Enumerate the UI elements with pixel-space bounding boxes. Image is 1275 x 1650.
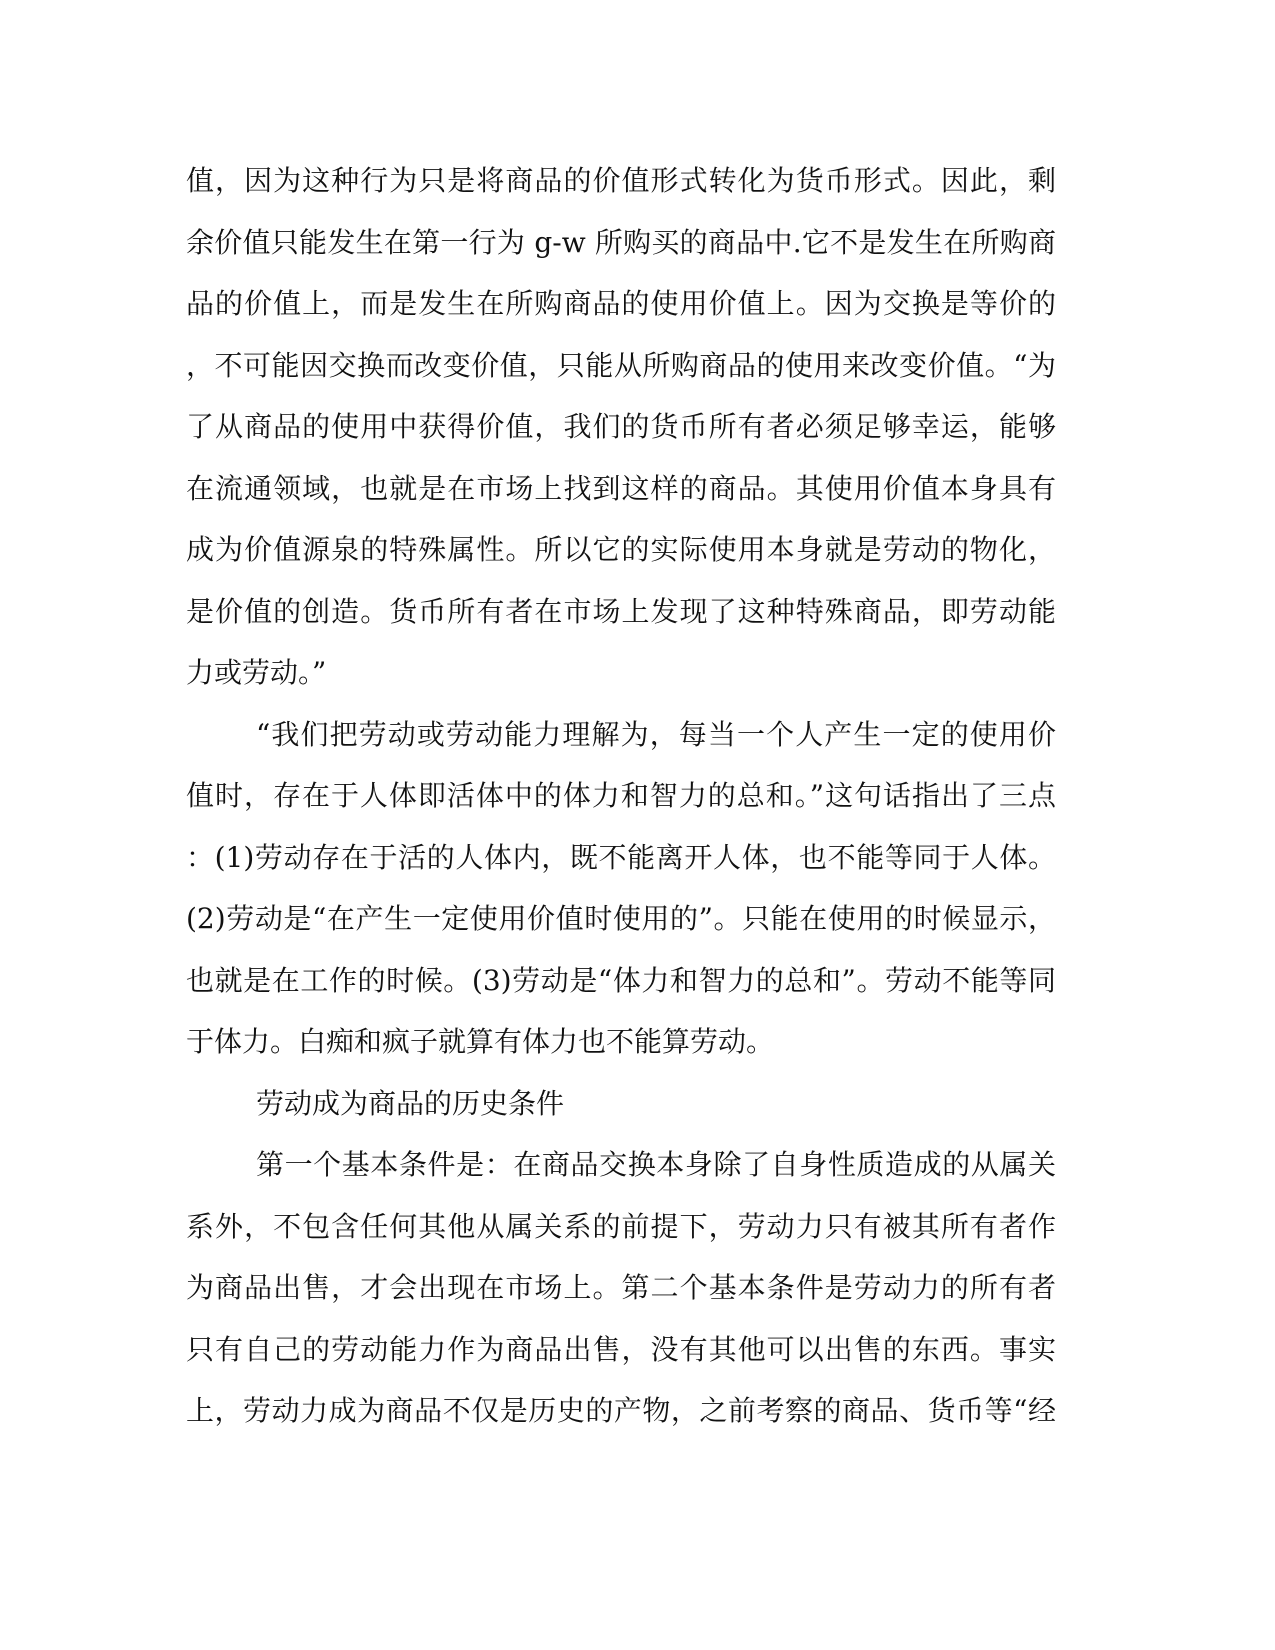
- text-line: 于体力。白痴和疯子就算有体力也不能算劳动。: [186, 1025, 775, 1058]
- text-line: 上，劳动力成为商品不仅是历史的产物，之前考察的商品、货币等“经: [186, 1394, 1056, 1427]
- text-line: 只有自己的劳动能力作为商品出售，没有其他可以出售的东西。事实: [186, 1332, 1056, 1366]
- text-line: 是价值的创造。货币所有者在市场上发现了这种特殊商品，即劳动能: [186, 594, 1056, 628]
- text-line: 成为价值源泉的特殊属性。所以它的实际使用本身就是劳动的物化，: [186, 533, 1056, 566]
- section-heading: 劳动成为商品的历史条件: [256, 1086, 565, 1120]
- text-line: 品的价值上，而是发生在所购商品的使用价值上。因为交换是等价的: [186, 287, 1056, 320]
- text-line: 了从商品的使用中获得价值，我们的货币所有者必须足够幸运，能够: [186, 410, 1056, 443]
- text-line: (2)劳动是“在产生一定使用价值时使用的”。只能在使用的时候显示，: [186, 902, 1056, 935]
- text-line: ：(1)劳动存在于活的人体内，既不能离开人体，也不能等同于人体。: [186, 840, 1056, 874]
- text-line: 值，因为这种行为只是将商品的价值形式转化为货币形式。因此，剩: [186, 164, 1056, 197]
- text-line: ，不可能因交换而改变价值，只能从所购商品的使用来改变价值。“为: [186, 348, 1056, 382]
- text-line: 余价值只能发生在第一行为 g-w 所购买的商品中.它不是发生在所购商: [186, 225, 1056, 259]
- text-line: 系外，不包含任何其他从属关系的前提下，劳动力只有被其所有者作: [186, 1209, 1056, 1243]
- text-line: 也就是在工作的时候。(3)劳动是“体力和智力的总和”。劳动不能等同: [186, 963, 1056, 997]
- paragraph-start-line: 第一个基本条件是：在商品交换本身除了自身性质造成的从属关: [256, 1148, 1056, 1181]
- text-line: 在流通领域，也就是在市场上找到这样的商品。其使用价值本身具有: [186, 471, 1056, 505]
- text-line: 力或劳动。”: [186, 656, 327, 689]
- document-body: [186, 150, 1056, 1442]
- paragraph-start-line: “我们把劳动或劳动能力理解为，每当一个人产生一定的使用价: [256, 717, 1056, 751]
- text-line: 值时，存在于人体即活体中的体力和智力的总和。”这句话指出了三点: [186, 779, 1056, 812]
- text-line: 为商品出售，才会出现在市场上。第二个基本条件是劳动力的所有者: [186, 1271, 1056, 1304]
